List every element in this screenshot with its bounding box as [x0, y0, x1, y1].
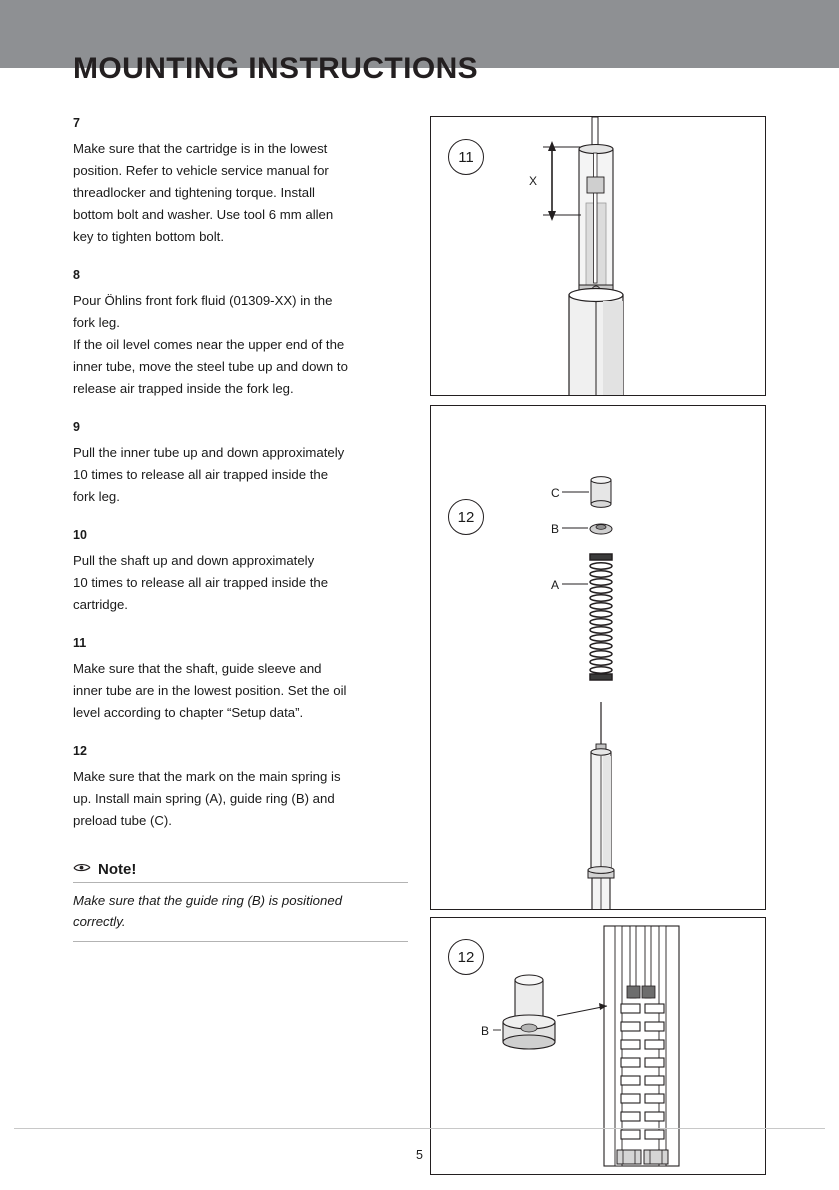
step-line: threadlocker and tightening torque. Install: [73, 185, 315, 200]
step-11: [73, 636, 408, 724]
step-line: inner tube are in the lowest position. Set the oil: [73, 683, 347, 698]
step-number: 8: [73, 268, 80, 282]
figure-label-x: X: [529, 174, 538, 188]
step-line: Pull the inner tube up and down approximately: [73, 445, 345, 460]
page-content: [0, 68, 839, 1128]
step-line: bottom bolt and washer. Use tool 6 mm allen: [73, 207, 334, 222]
step-number: 12: [73, 744, 87, 758]
step-number: 10: [73, 528, 87, 542]
figure-11-drawing: [431, 117, 766, 396]
note-line: correctly.: [73, 914, 126, 929]
step-text: [73, 442, 408, 508]
step-line: 10 times to release all air trapped inside the: [73, 467, 329, 482]
step-line: If the oil level comes near the upper end of the: [73, 337, 345, 352]
figure-panel-12-exploded: [430, 405, 766, 910]
step-9: [73, 420, 408, 508]
step-line: position. Refer to vehicle service manual for: [73, 163, 329, 178]
step-text: [73, 766, 408, 832]
footer-divider: [14, 1128, 825, 1129]
note-text: [73, 883, 408, 942]
note-block: [73, 860, 408, 942]
step-text: [73, 138, 408, 248]
step-line: Make sure that the cartridge is in the lowest: [73, 141, 328, 156]
figure-badge: 12: [448, 939, 484, 975]
note-header: [73, 860, 408, 883]
figure-label-a: A: [551, 578, 560, 592]
step-7: [73, 116, 408, 248]
step-line: release air trapped inside the fork leg.: [73, 381, 294, 396]
figure-panel-11: [430, 116, 766, 396]
step-line: 10 times to release all air trapped inside the: [73, 575, 329, 590]
note-line: Make sure that the guide ring (B) is positioned: [73, 893, 343, 908]
step-text: [73, 550, 408, 616]
page-number: 5: [416, 1148, 423, 1162]
step-line: up. Install main spring (A), guide ring (B) and: [73, 791, 335, 806]
note-title: Note!: [98, 860, 137, 878]
figure-12-exploded-drawing: [431, 406, 766, 910]
step-8: [73, 268, 408, 400]
eye-icon: [73, 860, 91, 878]
figure-label-b: B: [551, 522, 560, 536]
step-number: 9: [73, 420, 80, 434]
step-line: cartridge.: [73, 597, 128, 612]
step-line: inner tube, move the steel tube up and down to: [73, 359, 348, 374]
figure-badge: 12: [448, 499, 484, 535]
step-10: [73, 528, 408, 616]
step-line: Pour Öhlins front fork fluid (01309-XX) in the: [73, 293, 333, 308]
step-line: Pull the shaft up and down approximately: [73, 553, 315, 568]
figure-badge: 11: [448, 139, 484, 175]
step-line: fork leg.: [73, 489, 120, 504]
figure-panel-12-detail: [430, 917, 766, 1175]
step-12: [73, 744, 408, 832]
step-line: Make sure that the shaft, guide sleeve and: [73, 661, 322, 676]
step-text: [73, 658, 408, 724]
step-line: fork leg.: [73, 315, 120, 330]
step-line: level according to chapter “Setup data”.: [73, 705, 304, 720]
page-title: MOUNTING INSTRUCTIONS: [73, 52, 479, 85]
step-number: 11: [73, 636, 87, 650]
figure-label-b: B: [481, 1024, 490, 1038]
step-line: Make sure that the mark on the main spring is: [73, 769, 341, 784]
figure-12-detail-drawing: [431, 918, 766, 1175]
step-number: 7: [73, 116, 80, 130]
step-line: key to tighten bottom bolt.: [73, 229, 225, 244]
instructions-column: [73, 116, 408, 942]
step-text: [73, 290, 408, 400]
figure-label-c: C: [551, 486, 560, 500]
step-line: preload tube (C).: [73, 813, 172, 828]
